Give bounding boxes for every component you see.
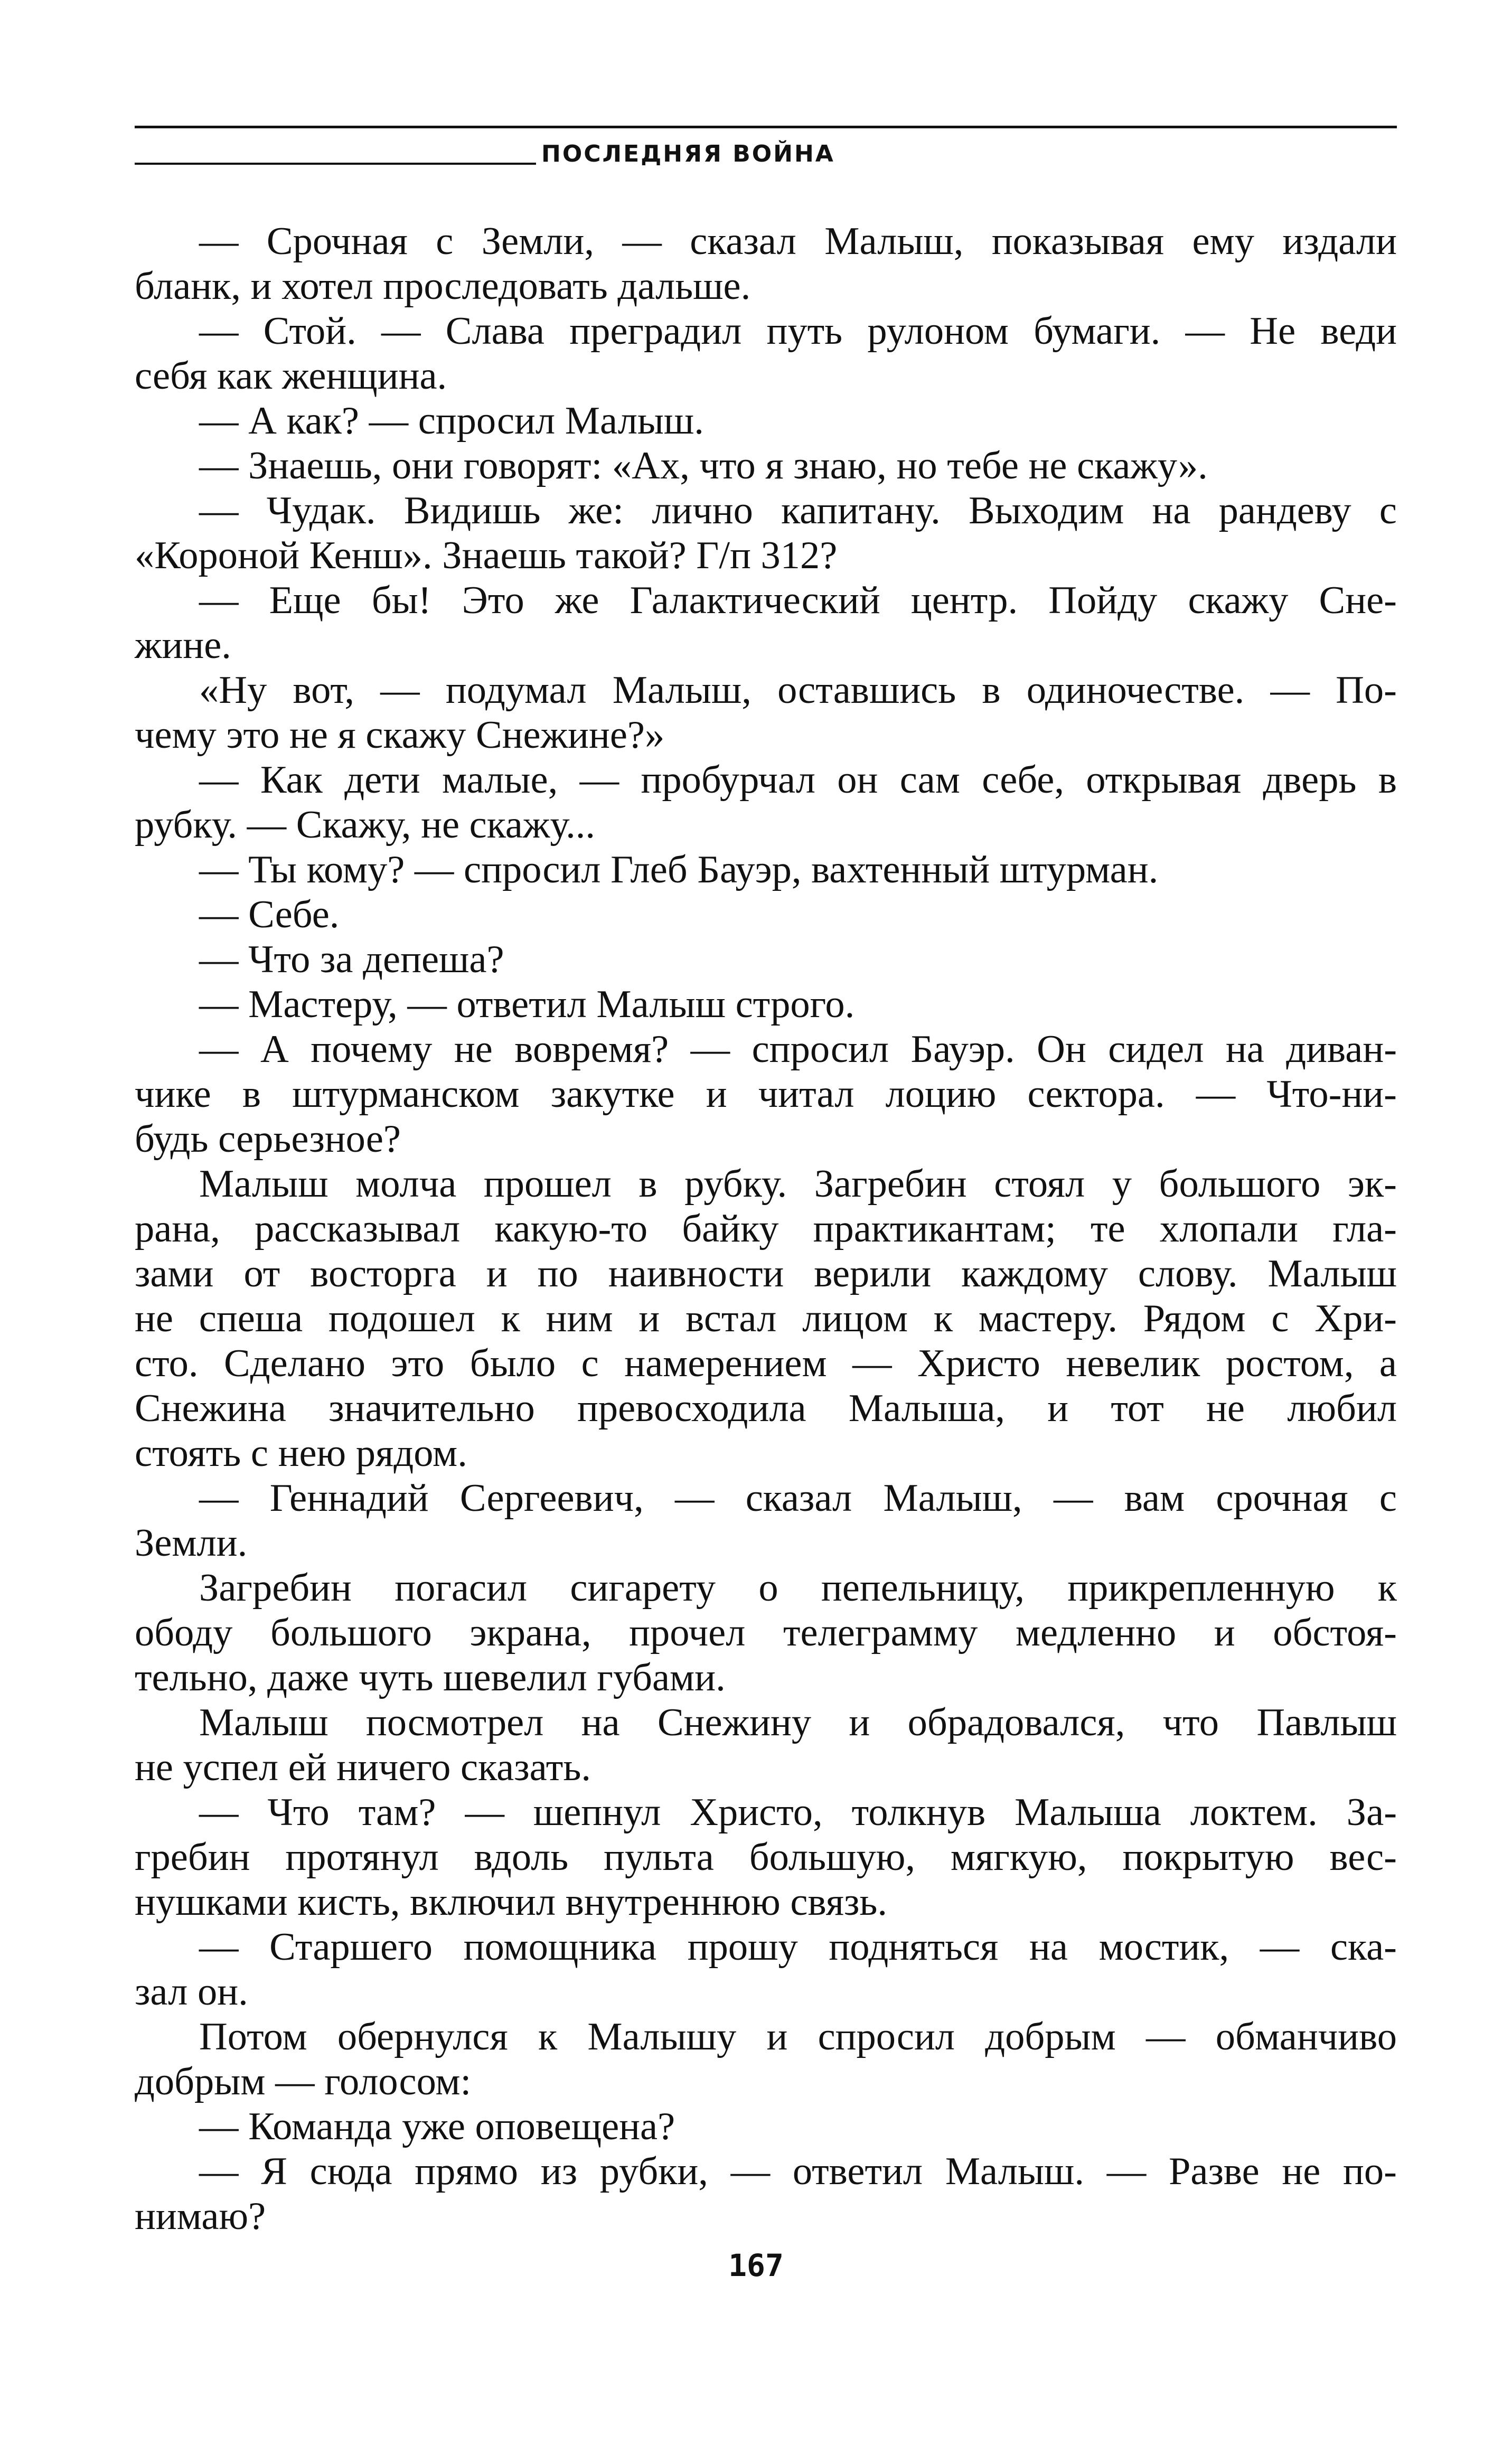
text-line: ободу большого экрана, прочел телеграмму медленно и обстоя- xyxy=(135,1611,1397,1654)
text-line: — Чудак. Видишь же: лично капитану. Выходим на рандеву с xyxy=(199,489,1397,532)
text-line: Малыш молча прошел в рубку. Загребин стоял у большого эк- xyxy=(199,1162,1397,1206)
text-line: «Ну вот, — подумал Малыш, оставшись в одиночестве. — По- xyxy=(199,669,1397,712)
page-number: 167 xyxy=(728,2247,784,2283)
text-line: — Команда уже оповещена? xyxy=(199,2105,675,2148)
text-line: — Знаешь, они говорят: «Ах, что я знаю, но тебе не скажу». xyxy=(199,444,1208,487)
text-line: стоять с нею рядом. xyxy=(135,1432,467,1475)
text-line: жине. xyxy=(135,624,231,667)
text-line: себя как женщина. xyxy=(135,354,447,398)
text-line: — Старшего помощника прошу подняться на мостик, — ска- xyxy=(199,1925,1397,1969)
text-line: Снежина значительно превосходила Малыша, и тот не любил xyxy=(135,1387,1397,1430)
text-line: — Геннадий Сергеевич, — сказал Малыш, — вам срочная с xyxy=(199,1477,1397,1520)
text-line: гребин протянул вдоль пульта большую, мягкую, покрытую вес- xyxy=(135,1836,1397,1879)
running-head xyxy=(135,138,1397,170)
text-line: — Я сюда прямо из рубки, — ответил Малыш. — Разве не по- xyxy=(199,2150,1397,2193)
text-line: — Себе. xyxy=(199,893,340,936)
text-line: добрым — голосом: xyxy=(135,2060,472,2103)
text-line: тельно, даже чуть шевелил губами. xyxy=(135,1656,726,1699)
text-line: Земли. xyxy=(135,1521,248,1565)
body-text xyxy=(135,219,1397,2239)
text-line: — А почему не вовремя? — спросил Бауэр. Он сидел на диван- xyxy=(199,1028,1397,1071)
text-line: сто. Сделано это было с намерением — Христо невелик ростом, а xyxy=(135,1342,1397,1385)
text-line: не успел ей ничего сказать. xyxy=(135,1746,591,1789)
text-line: — Стой. — Слава преградил путь рулоном бумаги. — Не веди xyxy=(199,309,1397,353)
text-line: «Короной Кенш». Знаешь такой? Г/п 312? xyxy=(135,534,838,577)
text-line: зами от восторга и по наивности верили каждому слову. Малыш xyxy=(135,1252,1397,1295)
text-line: не спеша подошел к ним и встал лицом к мастеру. Рядом с Хри- xyxy=(135,1297,1397,1340)
text-line: — А как? — спросил Малыш. xyxy=(199,399,704,443)
text-line: — Срочная с Земли, — сказал Малыш, показывая ему издали xyxy=(199,220,1397,263)
text-line: Загребин погасил сигарету о пепельницу, прикрепленную к xyxy=(199,1566,1397,1610)
running-title: ПОСЛЕДНЯЯ ВОЙНА xyxy=(541,140,835,167)
text-line: Малыш посмотрел на Снежину и обрадовался, что Павлыш xyxy=(199,1701,1397,1744)
text-line: бланк, и хотел проследовать дальше. xyxy=(135,265,751,308)
text-line: нимаю? xyxy=(135,2195,266,2238)
text-line: — Мастеру, — ответил Малыш строго. xyxy=(199,983,855,1026)
text-line: рубку. — Скажу, не скажу... xyxy=(135,803,595,847)
text-line: — Что за депеша? xyxy=(199,938,504,981)
text-line: Потом обернулся к Малышу и спросил добрым — обманчиво xyxy=(199,2015,1397,2058)
text-line: рана, рассказывал какую-то байку практикантам; те хлопали гла- xyxy=(135,1207,1397,1250)
text-line: зал он. xyxy=(135,1970,248,2014)
text-line: — Что там? — шепнул Христо, толкнув Малыша локтем. За- xyxy=(199,1791,1397,1834)
running-head-leader-line xyxy=(135,163,536,165)
header-rule xyxy=(135,126,1397,128)
text-line: чему это не я скажу Снежине?» xyxy=(135,713,665,757)
text-line: нушками кисть, включил внутреннюю связь. xyxy=(135,1880,887,1924)
text-line: — Как дети малые, — пробурчал он сам себе, открывая дверь в xyxy=(199,758,1397,802)
text-line: — Ты кому? — спросил Глеб Бауэр, вахтенный штурман. xyxy=(199,848,1159,891)
text-line: чике в штурманском закутке и читал лоцию сектора. — Что-ни- xyxy=(135,1073,1397,1116)
text-line: будь серьезное? xyxy=(135,1117,401,1161)
text-line: — Еще бы! Это же Галактический центр. Пойду скажу Сне- xyxy=(199,579,1397,622)
